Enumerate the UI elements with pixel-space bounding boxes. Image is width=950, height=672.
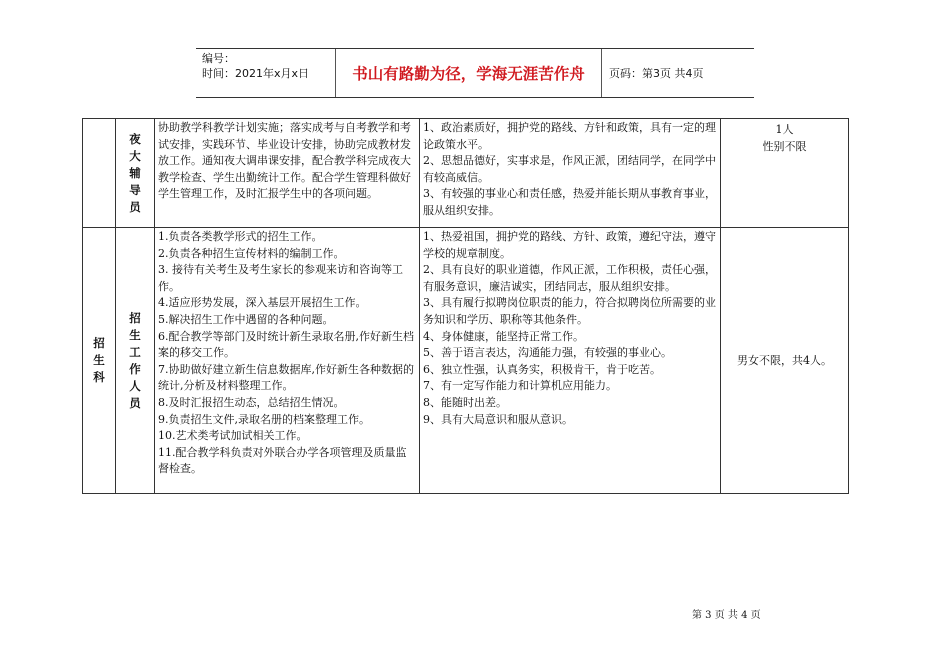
count-text: 男女不限，共4人。 xyxy=(737,354,832,367)
time-label: 时间：2021年x月x日 xyxy=(202,67,310,80)
header-divider xyxy=(601,49,602,97)
count-cell xyxy=(721,228,849,494)
requirements-text: 1、热爱祖国，拥护党的路线、方针、政策，遵纪守法，遵守学校的规章制度。 2、具有良好的职业道德，作风正派，工作积极，责任心强，有服务意识，廉洁诚实，团结同志，服从组织安排。 3、具有履行拟聘岗位职责的能力，符合拟聘岗位所需要的业务知识和学历、职称等其他条件。 4、身体健康，能坚持正常工作。 5、善于语言表达，沟通能力强，有较强的事业心。 6、独立性强，认真务实，积极肯干，肯于吃苦。 7、有一定写作能力和计算机应用能力。 8、能随时出差。 9、具有大局意识和服从意识。 xyxy=(423,230,716,426)
position-cell xyxy=(116,228,155,494)
department-label: 招生科 xyxy=(93,336,105,384)
count-cell xyxy=(721,119,849,228)
requirements-text: 1、政治素质好，拥护党的路线、方针和政策，具有一定的理论政策水平。 2、思想品德好，实事求是，作风正派，团结同学，在同学中有较高威信。 3、有较强的事业心和责任感，热爱并能长期从事教育事业，服从组织安排。 xyxy=(423,121,716,217)
duties-text: 协助教学科教学计划实施；落实成考与自考教学和考试安排，实践环节、毕业设计安排，协助完成教材发放工作。通知夜大调串课安排，配合教学科完成夜大教学检查、学生出勤统计工作。配合学生管理科做好学生管理工作，及时汇报学生中的各项问题。 xyxy=(158,121,411,201)
position-label: 夜大辅导员 xyxy=(129,131,141,214)
table-row xyxy=(83,228,849,494)
count-text: 1人 性别不限 xyxy=(762,123,807,153)
header-page-info: 页码：第3页 共4页 xyxy=(609,67,704,80)
page-footer: 第 3 页 共 4 页 xyxy=(692,610,761,621)
job-table xyxy=(82,118,849,494)
requirements-cell xyxy=(420,228,721,494)
department-cell xyxy=(83,119,116,228)
requirements-cell xyxy=(420,119,721,228)
department-cell xyxy=(83,228,116,494)
header-motto: 书山有路勤为径，学海无涯苦作舟 xyxy=(352,65,585,83)
table-row xyxy=(83,119,849,228)
position-label: 招生工作人员 xyxy=(129,310,141,410)
header-meta xyxy=(202,51,309,81)
duties-text: 1.负责各类教学形式的招生工作。 2.负责各种招生宣传材料的编制工作。 3. 接待有关考生及考生家长的参观来访和咨询等工作。 4.适应形势发展，深入基层开展招生工作。 5.解决招生工作中遇留的各种问题。 6.配合教学等部门及时统计新生录取名册,作好新生档案的移交工作。 7.协助做好建立新生信息数据库,作好新生各种数据的统计,分析及材料整理工作。 8.及时汇报招生动态，总结招生情况。 9.负责招生文件,录取名册的档案整理工作。 10.艺术类考试加试相关工作。 11.配合教学科负责对外联合办学各项管理及质量监督检查。 xyxy=(158,230,414,476)
page-header xyxy=(196,48,754,98)
position-cell xyxy=(116,119,155,228)
number-label: 编号： xyxy=(202,52,235,65)
duties-cell xyxy=(155,228,420,494)
duties-cell xyxy=(155,119,420,228)
